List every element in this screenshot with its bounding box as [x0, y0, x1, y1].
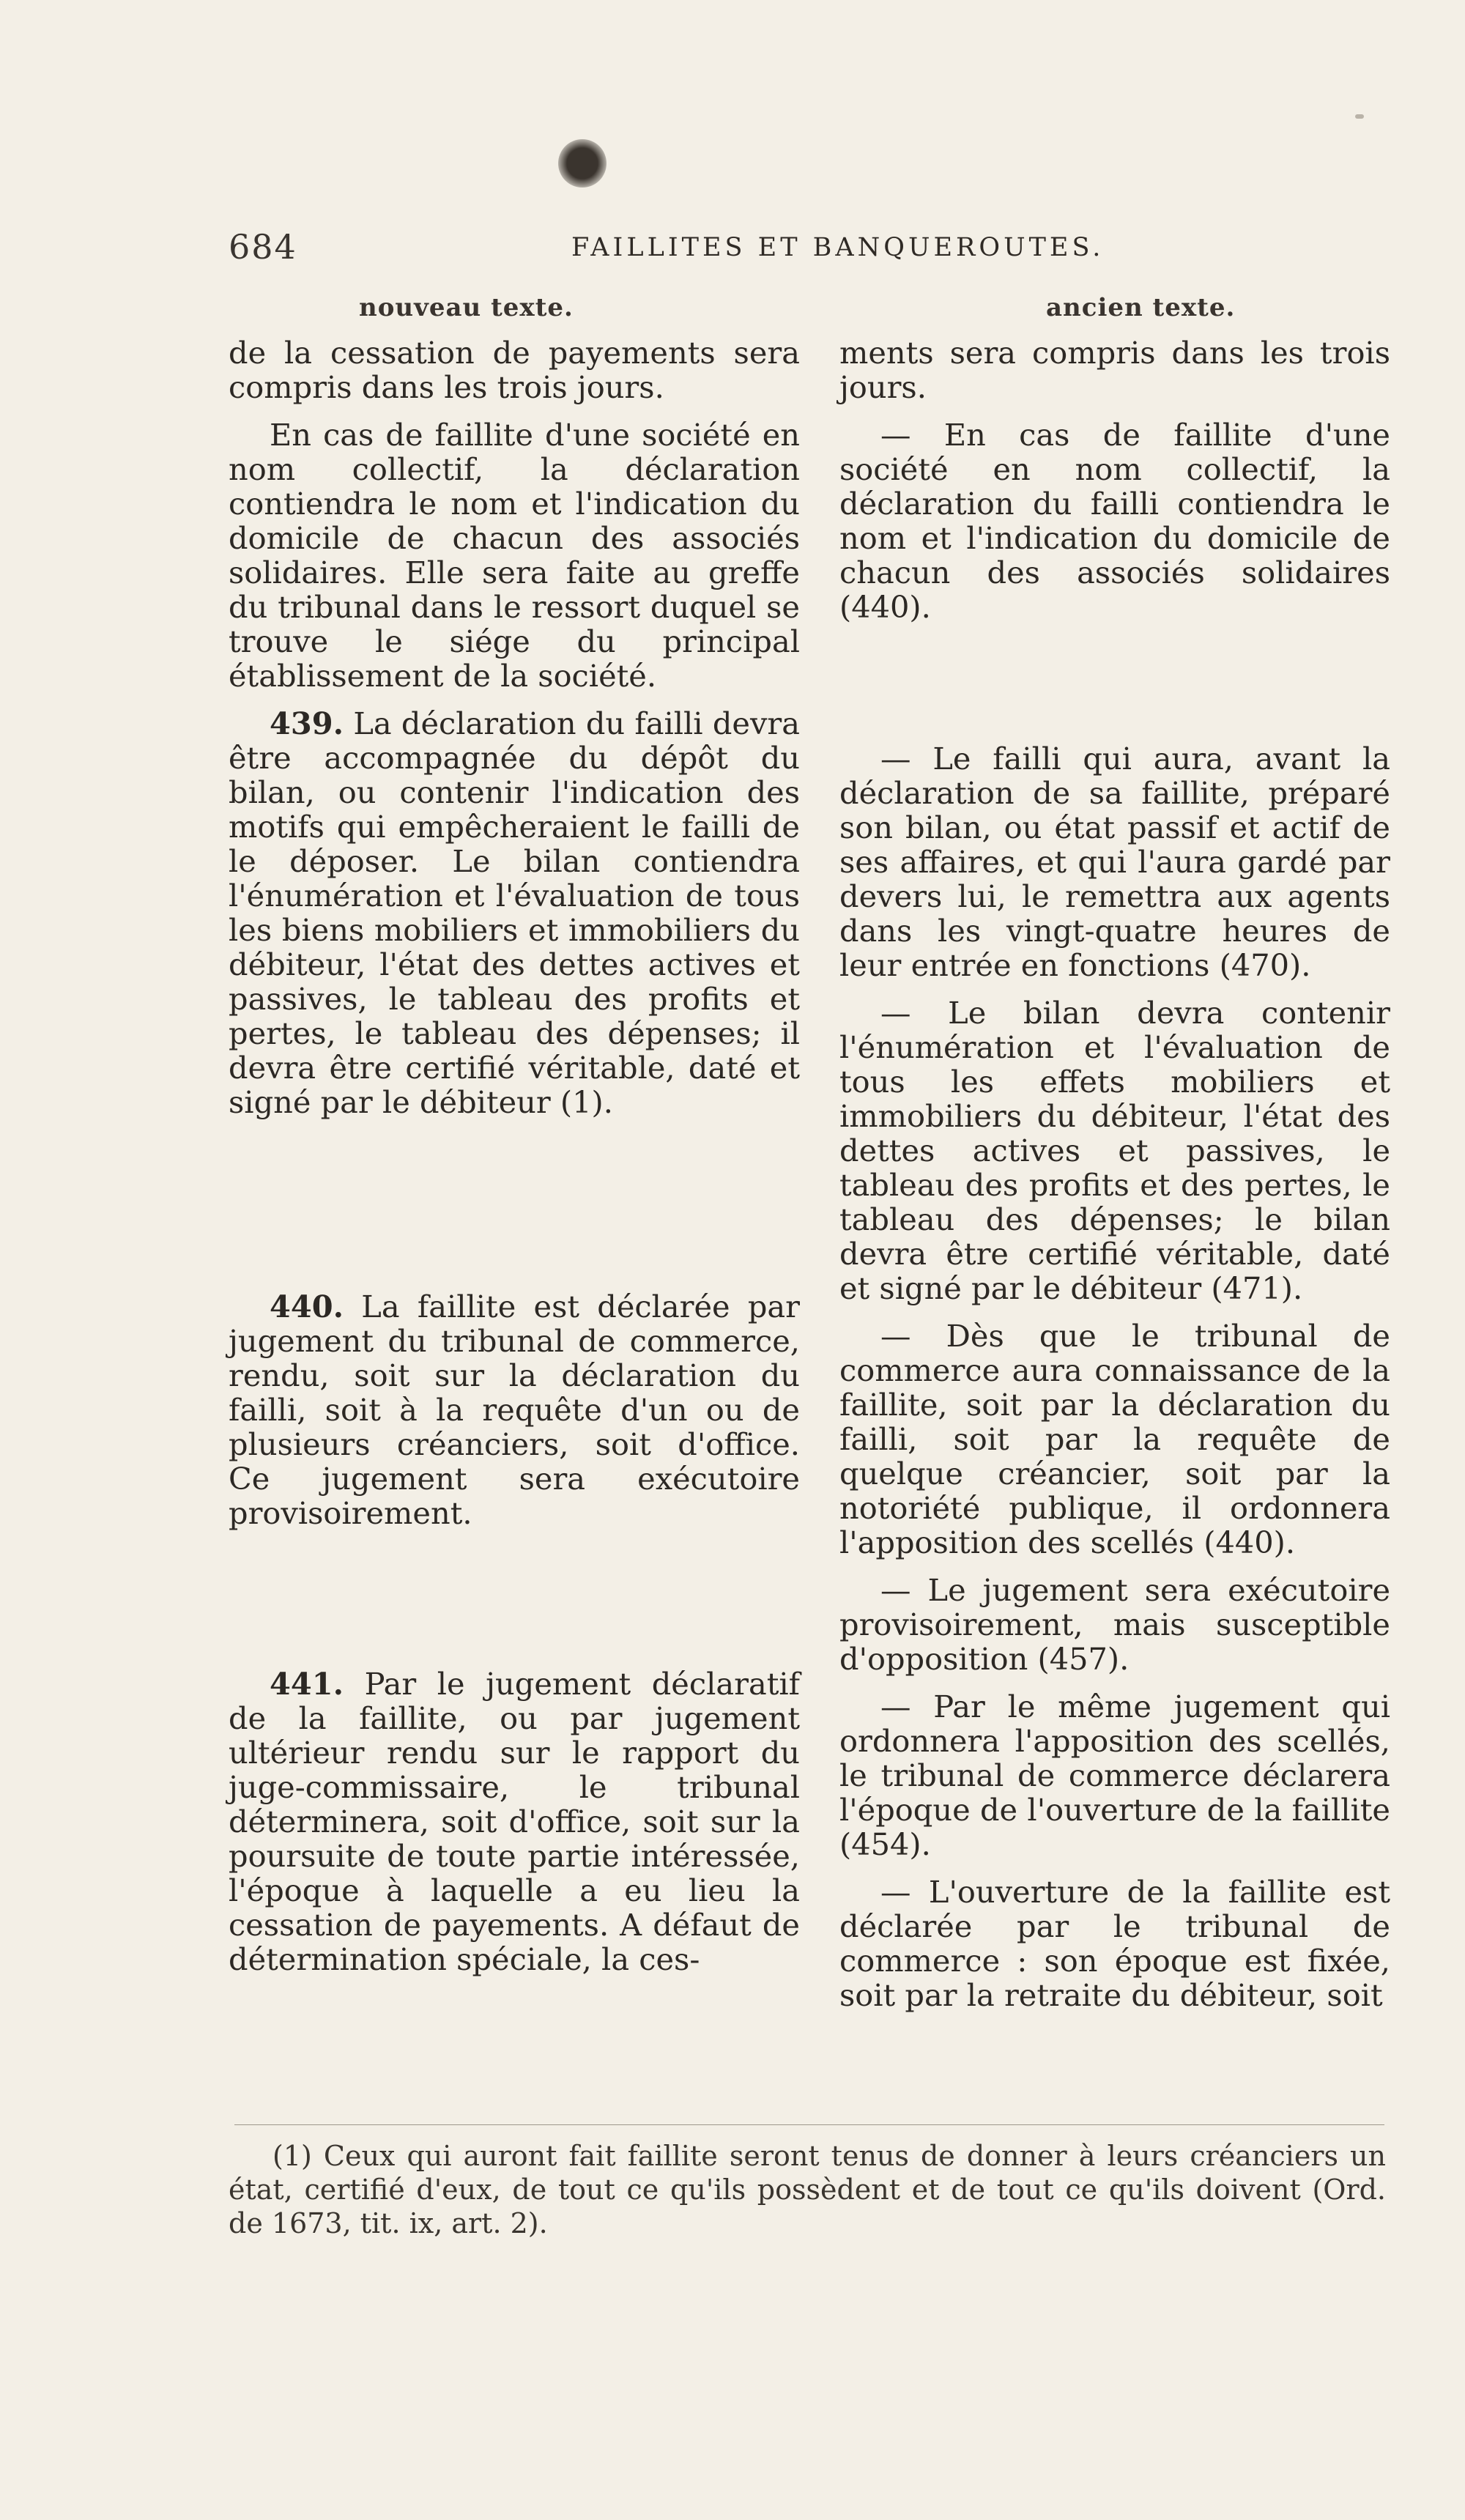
right-paragraph: — Le bilan devra contenir l'énumération et l'évaluation de tous les effets mobiliers et immobiliers du débiteur, l'état des dettes actives et passives, le tableau des profits et des pertes, le tableau des dépenses; le bilan devra être certifié véritable, daté et signé par le débiteur (471).	[839, 995, 1390, 1306]
paper-speck	[1355, 114, 1364, 119]
ink-blot	[558, 139, 607, 188]
article-439: 439. La déclaration du failli devra être accompagnée du dépôt du bilan, ou contenir l'indication des motifs qui empêcheraient le failli de le déposer. Le bilan contiendra l'énumération et l'évaluation de tous les biens mobiliers et immobiliers du débiteur, l'état des dettes actives et passives, le tableau des profits et pertes, le tableau des dépenses; il devra être certifié véritable, daté et signé par le débiteur (1).	[229, 705, 800, 1120]
right-paragraph: — L'ouverture de la faillite est déclarée par le tribunal de commerce : son époque est fixée, soit par la retraite du débiteur, soit	[839, 1874, 1390, 2013]
left-paragraph: En cas de faillite d'une société en nom collectif, la déclaration contiendra le nom et l'indication du domicile de chacun des associés solidaires. Elle sera faite au greffe du tribunal dans le ressort duquel se trouve le siége du principal établissement de la société.	[229, 417, 800, 694]
article-number: 439.	[270, 705, 344, 741]
article-440: 440. La faillite est déclarée par jugement du tribunal de commerce, rendu, soit sur la déclaration du failli, soit à la requête d'un ou de plusieurs créanciers, soit d'office. Ce jugement sera exécutoire provisoirement.	[229, 1289, 800, 1531]
page-number: 684	[229, 227, 297, 267]
right-paragraph: — Le failli qui aura, avant la déclaration de sa faillite, préparé son bilan, ou état passif et actif de ses affaires, et qui l'aura gardé par devers lui, le remettra aux agents dans les vingt-quatre heures de leur entrée en fonctions (470).	[839, 741, 1390, 983]
right-column-heading: ancien texte.	[1046, 293, 1236, 322]
article-number: 441.	[270, 1666, 344, 1702]
right-paragraph: ments sera compris dans les trois jours.	[839, 335, 1390, 405]
right-paragraph: — Dès que le tribunal de commerce aura connaissance de la faillite, soit par la déclaration du failli, soit par la requête de quelque créancier, soit par la notoriété publique, il ordonnera l'apposition des scellés (440).	[839, 1318, 1390, 1560]
left-paragraph: de la cessation de payements sera compris dans les trois jours.	[229, 335, 800, 405]
right-paragraph: — Le jugement sera exécutoire provisoirement, mais susceptible d'opposition (457).	[839, 1572, 1390, 1677]
left-column-heading: nouveau texte.	[359, 293, 574, 322]
footnote: (1) Ceux qui auront fait faillite seront tenus de donner à leurs créanciers un état, certifié d'eux, de tout ce qu'ils possèdent et de tout ce qu'ils doivent (Ord. de 1673, tit. ix, art. 2).	[229, 2140, 1386, 2239]
article-441: 441. Par le jugement déclaratif de la faillite, ou par jugement ultérieur rendu sur le rapport du juge-commissaire, le tribunal déterminera, soit d'office, soit sur la poursuite de toute partie intéressée, l'époque à laquelle a eu lieu la cessation de payements. A défaut de détermination spéciale, la ces-	[229, 1666, 800, 1977]
new-text-column	[229, 336, 800, 1990]
old-text-column	[839, 336, 1390, 2026]
right-paragraph: — Par le même jugement qui ordonnera l'apposition des scellés, le tribunal de commerce déclarera l'époque de l'ouverture de la faillite (454).	[839, 1689, 1390, 1862]
footnote-separator	[234, 2124, 1384, 2125]
article-number: 440.	[270, 1289, 344, 1324]
running-title: FAILLITES ET BANQUEROUTES.	[571, 233, 1105, 262]
right-paragraph: — En cas de faillite d'une société en nom collectif, la déclaration du failli contiendra le nom et l'indication du domicile de chacun des associés solidaires (440).	[839, 417, 1390, 625]
